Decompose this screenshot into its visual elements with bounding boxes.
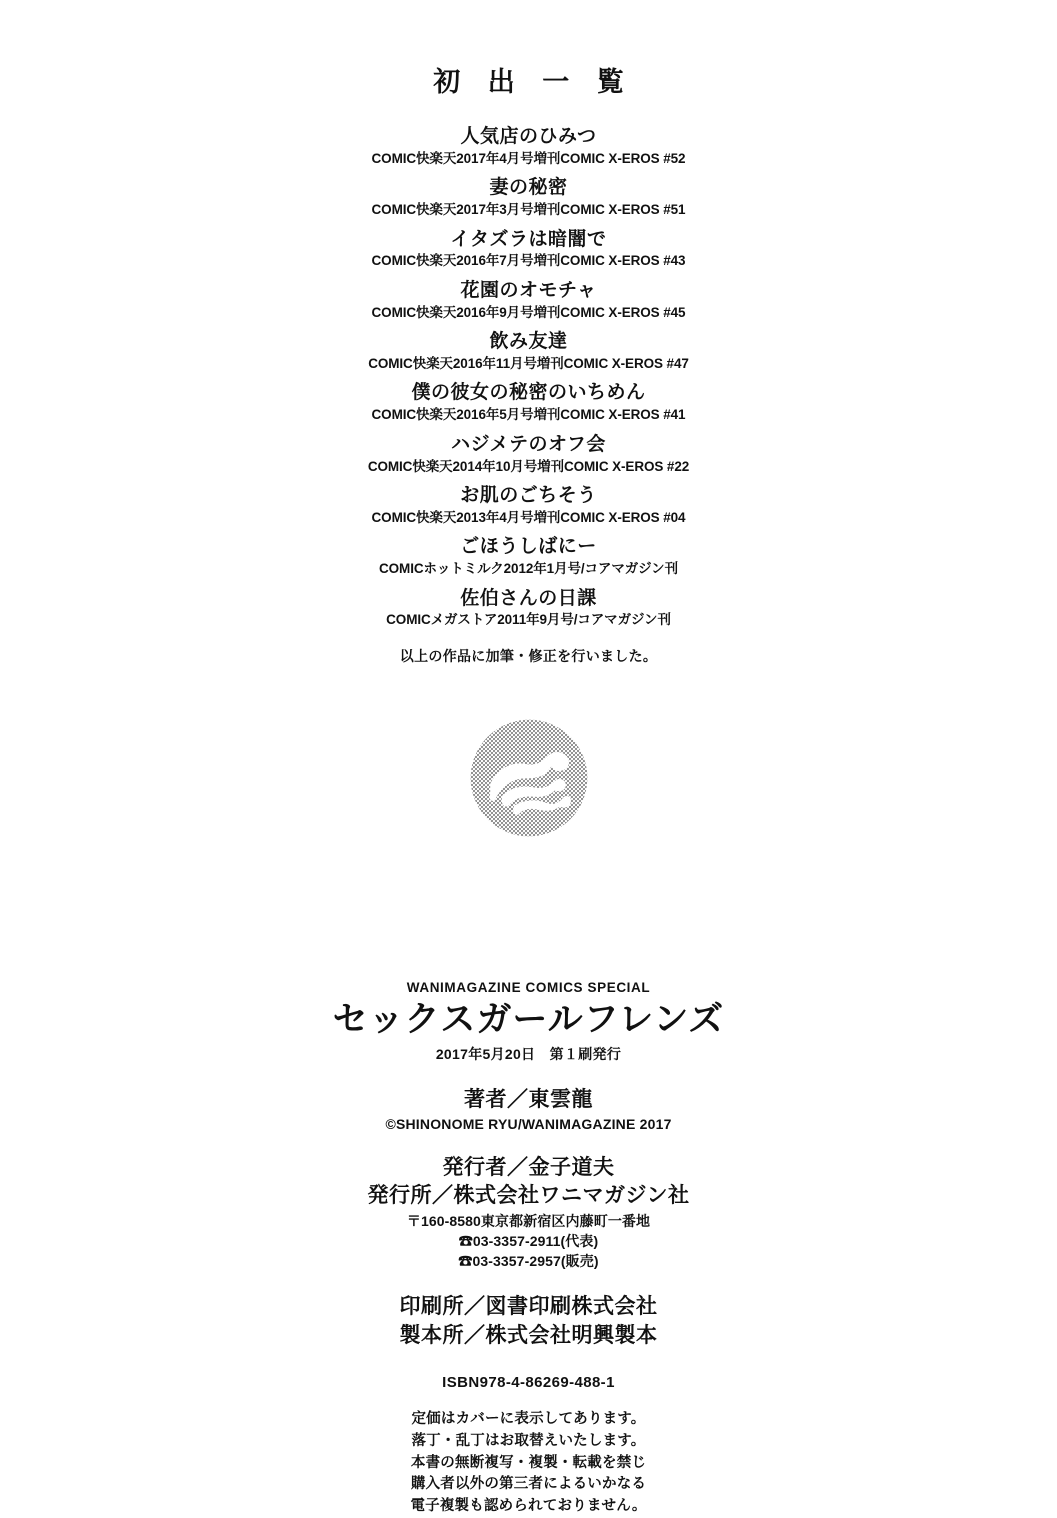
list-item [0, 535, 1057, 577]
list-item [0, 176, 1057, 218]
list-item [0, 125, 1057, 167]
isbn-line: ISBN978-4-86269-488-1 [442, 1374, 615, 1392]
phone-sales: ☎03-3357-2957(販売) [458, 1253, 599, 1270]
entry-title: イタズラは暗闇で [450, 228, 607, 250]
copyright-line: ©SHINONOME RYU/WANIMAGAZINE 2017 [385, 1115, 672, 1132]
author-block [0, 1086, 1057, 1132]
legal-line: 電子複製も認められておりません。 [410, 1498, 647, 1515]
entry-title: 佐伯さんの日課 [460, 587, 597, 609]
publisher-logo [0, 718, 1057, 838]
legal-line: 定価はカバーに表示してあります。 [411, 1411, 646, 1428]
entry-source: COMICホットミルク2012年1月号/コアマガジン刊 [379, 561, 678, 577]
author-line: 著者／東雲龍 [464, 1087, 593, 1111]
entry-source: COMIC快楽天2017年4月号増刊COMIC X-EROS #52 [371, 150, 686, 166]
entry-title: 人気店のひみつ [460, 126, 597, 147]
list-item [0, 228, 1057, 270]
entry-source: COMIC快楽天2016年9月号増刊COMIC X-EROS #45 [371, 304, 686, 320]
publisher-block [0, 1154, 1057, 1272]
page-title: 初 出 一 覧 [433, 67, 634, 97]
entry-source: COMIC快楽天2014年10月号増刊COMIC X-EROS #22 [367, 458, 690, 474]
entry-title: 花園のオモチャ [460, 279, 597, 301]
publisher-person: 発行者／金子道夫 [442, 1155, 615, 1179]
legal-line: 購入者以外の第三者によるいかなる [410, 1476, 647, 1493]
legal-line: 本書の無断複写・複製・転載を禁じ [410, 1454, 647, 1471]
list-item [0, 381, 1057, 423]
dragon-icon [469, 718, 589, 838]
entry-title: 妻の秘密 [489, 177, 568, 199]
entry-title: ハジメテのオフ会 [451, 433, 606, 455]
imprint-block [0, 980, 1057, 1518]
list-item [0, 484, 1057, 526]
phone-main: ☎03-3357-2911(代表) [458, 1232, 599, 1249]
production-block [0, 1293, 1057, 1350]
legal-line: 落丁・乱丁はお取替えいたします。 [411, 1432, 646, 1449]
entry-title: 僕の彼女の秘密のいちめん [411, 382, 646, 404]
list-item [0, 330, 1057, 372]
list-item [0, 587, 1057, 629]
entry-source: COMICメガストア2011年9月号/コアマガジン刊 [386, 612, 671, 628]
entry-source: COMIC快楽天2016年11月号増刊COMIC X-EROS #47 [368, 355, 689, 371]
entry-title: お肌のごちそう [460, 485, 597, 507]
publication-date: 2017年5月20日 第１刷発行 [435, 1045, 622, 1062]
book-title: セックスガールフレンズ [332, 1000, 725, 1039]
list-item [0, 433, 1057, 475]
imprint-label: WANIMAGAZINE COMICS SPECIAL [406, 980, 651, 995]
binder-line: 製本所／株式会社明興製本 [399, 1323, 658, 1347]
publisher-address: 〒160-8580東京都新宿区内藤町一番地 [406, 1212, 651, 1229]
revision-note: 以上の作品に加筆・修正を行いました。 [399, 647, 658, 664]
entry-source: COMIC快楽天2017年3月号増刊COMIC X-EROS #51 [371, 202, 686, 218]
first-appearance-list [0, 60, 1057, 680]
entry-source: COMIC快楽天2016年7月号増刊COMIC X-EROS #43 [371, 253, 686, 269]
printer-line: 印刷所／図書印刷株式会社 [399, 1295, 658, 1319]
publisher-company: 発行所／株式会社ワニマガジン社 [367, 1184, 690, 1208]
entry-title: 飲み友達 [489, 331, 568, 353]
legal-notice [0, 1409, 1057, 1518]
entry-source: COMIC快楽天2013年4月号増刊COMIC X-EROS #04 [371, 509, 686, 525]
entry-source: COMIC快楽天2016年5月号増刊COMIC X-EROS #41 [371, 407, 686, 423]
entry-title: ごほうしばにー [460, 536, 597, 558]
list-item [0, 279, 1057, 321]
